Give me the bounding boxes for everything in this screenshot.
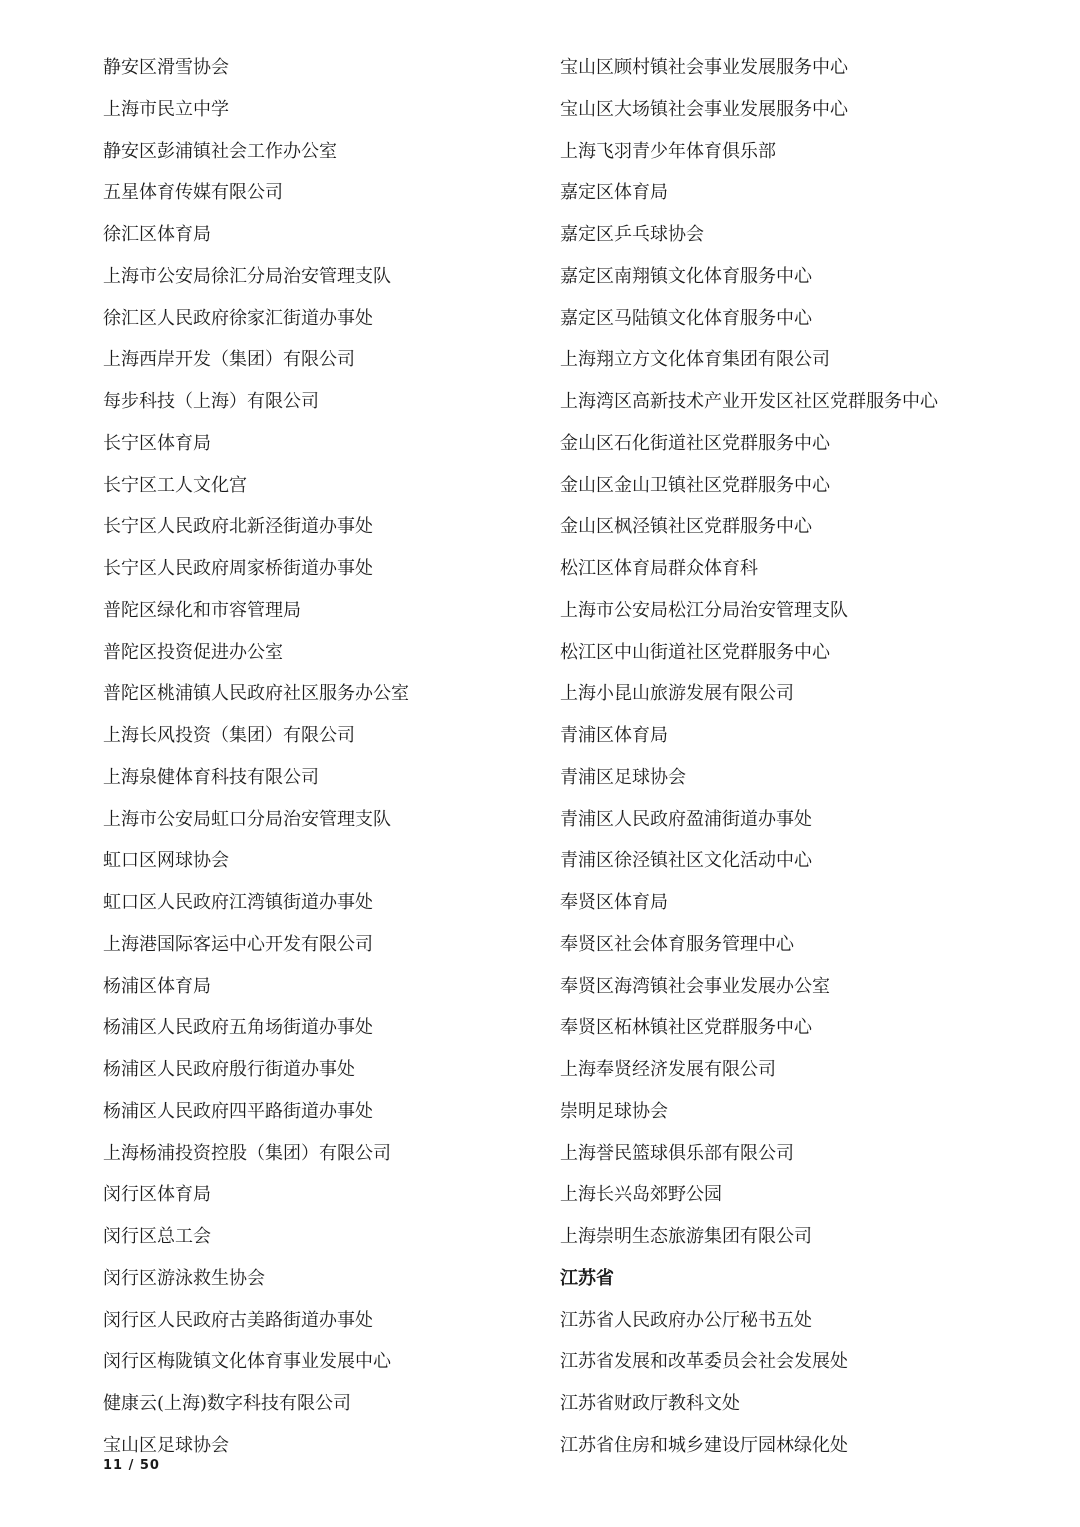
list-item: 上海市公安局松江分局治安管理支队	[560, 599, 848, 621]
list-item: 宝山区足球协会	[103, 1434, 229, 1456]
list-item: 松江区中山街道社区党群服务中心	[560, 641, 830, 663]
left-column-list	[103, 47, 543, 1467]
list-item: 上海市公安局徐汇分局治安管理支队	[103, 265, 391, 287]
list-item: 上海长风投资（集团）有限公司	[103, 725, 355, 746]
list-item: 杨浦区体育局	[103, 975, 211, 997]
list-item: 嘉定区体育局	[560, 182, 668, 204]
list-item: 上海奉贤经济发展有限公司	[560, 1059, 776, 1080]
list-item: 虹口区网球协会	[103, 850, 229, 872]
list-item: 上海杨浦投资控股（集团）有限公司	[103, 1142, 391, 1164]
list-item: 青浦区体育局	[560, 725, 668, 746]
list-item: 嘉定区马陆镇文化体育服务中心	[560, 307, 812, 329]
right-column-list	[560, 47, 1030, 1467]
list-item: 上海飞羽青少年体育俱乐部	[560, 140, 776, 162]
list-item: 青浦区徐泾镇社区文化活动中心	[560, 850, 812, 872]
list-item: 虹口区人民政府江湾镇街道办事处	[103, 892, 373, 913]
list-item: 徐汇区人民政府徐家汇街道办事处	[103, 307, 373, 329]
list-item: 上海市民立中学	[103, 98, 229, 120]
list-item: 闵行区人民政府古美路街道办事处	[103, 1309, 373, 1331]
list-item: 江苏省财政厅教科文处	[560, 1393, 740, 1414]
list-item: 上海长兴岛郊野公园	[560, 1184, 722, 1206]
list-item: 青浦区足球协会	[560, 766, 686, 788]
list-item: 闵行区总工会	[103, 1226, 211, 1247]
list-item: 金山区枫泾镇社区党群服务中心	[560, 516, 812, 538]
list-item: 徐汇区体育局	[103, 224, 211, 245]
list-item: 上海翔立方文化体育集团有限公司	[560, 349, 830, 371]
list-item: 上海市公安局虹口分局治安管理支队	[103, 808, 391, 830]
list-item: 静安区彭浦镇社会工作办公室	[103, 140, 337, 162]
list-item: 青浦区人民政府盈浦街道办事处	[560, 808, 812, 830]
list-item: 健康云(上海)数字科技有限公司	[103, 1393, 352, 1414]
list-item: 奉贤区柘林镇社区党群服务中心	[560, 1017, 812, 1039]
list-item: 闵行区梅陇镇文化体育事业发展中心	[103, 1351, 391, 1373]
list-item: 崇明足球协会	[560, 1100, 668, 1122]
list-item: 杨浦区人民政府四平路街道办事处	[103, 1100, 373, 1122]
list-item: 上海西岸开发（集团）有限公司	[103, 349, 355, 371]
list-item: 五星体育传媒有限公司	[103, 182, 283, 204]
list-item: 奉贤区体育局	[560, 892, 668, 913]
list-item: 奉贤区海湾镇社会事业发展办公室	[560, 975, 830, 997]
list-item: 杨浦区人民政府殷行街道办事处	[103, 1059, 355, 1080]
list-item: 江苏省发展和改革委员会社会发展处	[560, 1351, 848, 1373]
list-item: 上海小昆山旅游发展有限公司	[560, 683, 794, 705]
list-item: 静安区滑雪协会	[103, 57, 229, 78]
list-item: 长宁区工人文化宫	[103, 474, 247, 496]
list-item: 上海港国际客运中心开发有限公司	[103, 933, 373, 955]
list-item: 金山区金山卫镇社区党群服务中心	[560, 474, 830, 496]
page-number: 11 / 50	[103, 1458, 160, 1473]
list-item: 长宁区体育局	[103, 432, 211, 454]
list-item: 奉贤区社会体育服务管理中心	[560, 933, 794, 955]
list-item: 普陀区绿化和市容管理局	[103, 599, 301, 621]
list-item: 普陀区桃浦镇人民政府社区服务办公室	[103, 683, 409, 705]
list-item: 每步科技（上海）有限公司	[103, 391, 319, 412]
list-item: 闵行区游泳救生协会	[103, 1267, 265, 1289]
list-item: 长宁区人民政府周家桥街道办事处	[103, 558, 373, 579]
list-item: 上海誉民篮球俱乐部有限公司	[560, 1142, 794, 1164]
list-item: 上海崇明生态旅游集团有限公司	[560, 1226, 812, 1247]
list-item: 闵行区体育局	[103, 1184, 211, 1206]
list-item: 嘉定区乒乓球协会	[560, 224, 704, 245]
list-item: 江苏省人民政府办公厅秘书五处	[560, 1309, 812, 1331]
list-item: 江苏省住房和城乡建设厅园林绿化处	[560, 1434, 848, 1456]
list-item: 杨浦区人民政府五角场街道办事处	[103, 1017, 373, 1039]
list-item: 上海泉健体育科技有限公司	[103, 766, 319, 788]
list-item: 普陀区投资促进办公室	[103, 641, 283, 663]
list-item: 长宁区人民政府北新泾街道办事处	[103, 516, 373, 538]
section-heading: 江苏省	[560, 1267, 614, 1289]
list-item: 嘉定区南翔镇文化体育服务中心	[560, 265, 812, 287]
list-item: 金山区石化街道社区党群服务中心	[560, 432, 830, 454]
list-item: 松江区体育局群众体育科	[560, 558, 758, 579]
list-item: 上海湾区高新技术产业开发区社区党群服务中心	[560, 391, 938, 412]
list-item: 宝山区顾村镇社会事业发展服务中心	[560, 57, 848, 78]
list-item: 宝山区大场镇社会事业发展服务中心	[560, 98, 848, 120]
